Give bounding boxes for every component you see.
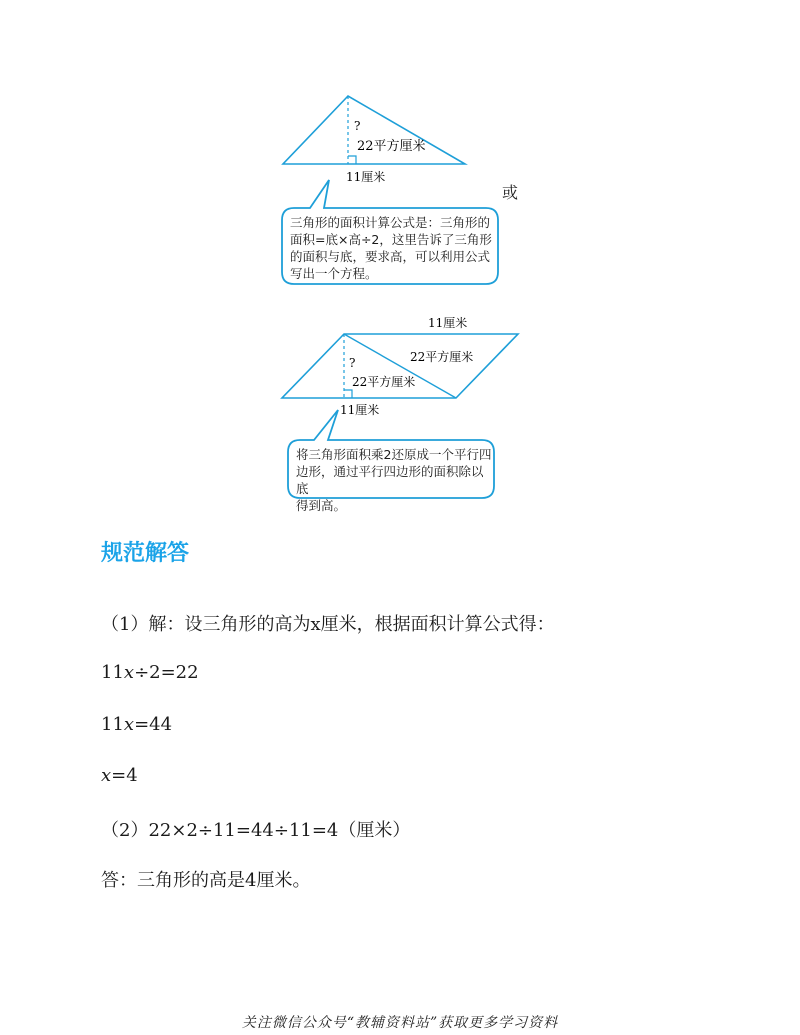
height-question-mark: ? — [354, 119, 361, 133]
note-text-1: 三角形的面积计算公式是：三角形的 面积=底×高÷2，这里告诉了三角形 的面积与底，要求高，可以利用公式 写出一个方程。 — [290, 215, 492, 281]
section-title: 规范解答 — [101, 541, 190, 566]
footer-note: 关注微信公众号“教辅资料站”获取更多学习资料 — [241, 1015, 559, 1031]
base-label: 11厘米 — [346, 170, 386, 184]
eq2-var: x — [123, 714, 135, 735]
height-question-mark-2: ? — [349, 356, 356, 370]
area-label: 22平方厘米 — [357, 139, 426, 154]
note-text-2: 将三角形面积乘2还原成一个平行四 边形，通过平行四边形的面积除以底 得到高。 — [296, 447, 492, 513]
eq2-rest: =44 — [134, 714, 173, 735]
right-angle-mark — [348, 156, 356, 164]
right-angle-mark-2 — [344, 390, 352, 398]
left-area-label: 22平方厘米 — [352, 375, 416, 389]
answer: 答：三角形的高是4厘米。 — [101, 870, 311, 891]
eq3-var: x — [101, 765, 112, 786]
equation-2 — [101, 714, 172, 735]
eq3-rest: =4 — [111, 765, 138, 786]
base-label-2: 11厘米 — [340, 403, 380, 417]
eq2-coef: 11 — [101, 714, 124, 735]
eq1-coef: 11 — [101, 662, 124, 683]
equation-1 — [101, 662, 199, 683]
solution-part2: （2）22×2÷11=44÷11=4（厘米） — [101, 820, 411, 841]
eq1-rest: ÷2=22 — [134, 662, 199, 683]
equation-3 — [101, 765, 138, 786]
solution-part1-intro: （1）解：设三角形的高为x厘米，根据面积计算公式得： — [101, 614, 555, 635]
right-area-label: 22平方厘米 — [410, 350, 474, 364]
or-label: 或 — [502, 183, 519, 202]
eq1-var: x — [123, 662, 135, 683]
top-side-label: 11厘米 — [428, 316, 468, 330]
